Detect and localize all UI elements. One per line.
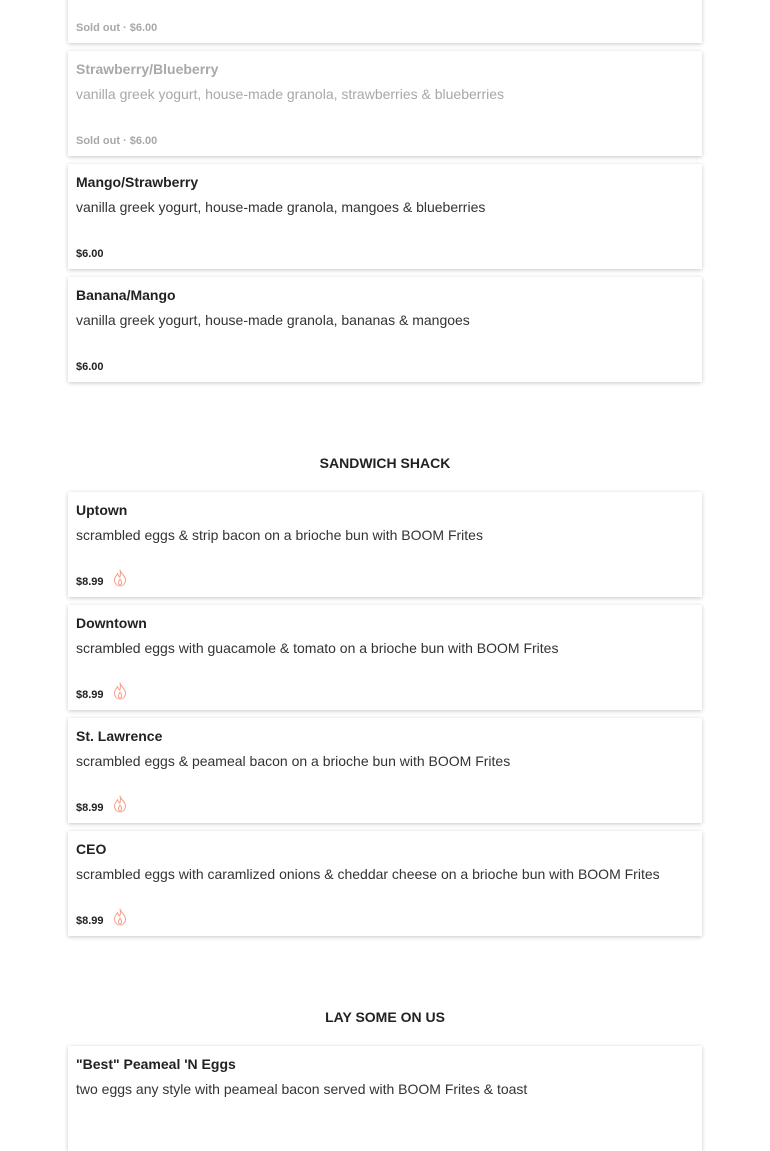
- item-description: scrambled eggs with caramlized onions & cheddar cheese on a brioche bun with BOOM Frites: [76, 866, 660, 882]
- item-name: Uptown: [76, 502, 128, 518]
- item-description: scrambled eggs with guacamole & tomato on a brioche bun with BOOM Frites: [76, 640, 559, 656]
- menu-item-card[interactable]: [68, 831, 702, 936]
- menu-item-card[interactable]: [68, 492, 702, 597]
- item-name: Strawberry/Blueberry: [76, 61, 219, 77]
- item-price: $8.99: [76, 689, 104, 701]
- menu-item-card[interactable]: [68, 605, 702, 710]
- item-description: vanilla greek yogurt, house-made granola, bananas & mangoes: [76, 312, 470, 328]
- item-name: Downtown: [76, 615, 147, 631]
- item-price: Sold out · $6.00: [76, 22, 158, 34]
- menu-item-card[interactable]: [68, 718, 702, 823]
- item-description: two eggs any style with peameal bacon served with BOOM Frites & toast: [76, 1081, 528, 1097]
- item-name: St. Lawrence: [76, 728, 163, 744]
- menu-item-card[interactable]: [68, 0, 702, 43]
- section-title-lay-some-on-us: LAY SOME ON US: [325, 1009, 445, 1025]
- section-title-sandwich-shack: SANDWICH SHACK: [319, 455, 451, 471]
- flame-icon: [113, 908, 127, 926]
- item-price: Sold out · $6.00: [76, 135, 158, 147]
- menu-item-card[interactable]: [68, 164, 702, 269]
- item-description: scrambled eggs & strip bacon on a brioche bun with BOOM Frites: [76, 527, 483, 543]
- item-price: $8.99: [76, 915, 104, 927]
- menu-item-card[interactable]: [68, 51, 702, 156]
- item-name: "Best" Peameal 'N Eggs: [76, 1056, 236, 1072]
- item-name: CEO: [76, 841, 107, 857]
- item-price: $8.99: [76, 576, 104, 588]
- item-description: vanilla greek yogurt, house-made granola, mangoes & blueberries: [76, 199, 486, 215]
- item-description: scrambled eggs & peameal bacon on a brioche bun with BOOM Frites: [76, 753, 511, 769]
- flame-icon: [113, 795, 127, 813]
- item-price: $6.00: [76, 248, 104, 260]
- item-price: $6.00: [76, 361, 104, 373]
- flame-icon: [113, 682, 127, 700]
- item-price: $8.99: [76, 802, 104, 814]
- flame-icon: [113, 569, 127, 587]
- menu-item-card[interactable]: [68, 277, 702, 382]
- item-name: Banana/Mango: [76, 287, 176, 303]
- menu-item-card[interactable]: [68, 1046, 702, 1151]
- item-description: vanilla greek yogurt, house-made granola, strawberries & blueberries: [76, 86, 504, 102]
- item-name: Mango/Strawberry: [76, 174, 199, 190]
